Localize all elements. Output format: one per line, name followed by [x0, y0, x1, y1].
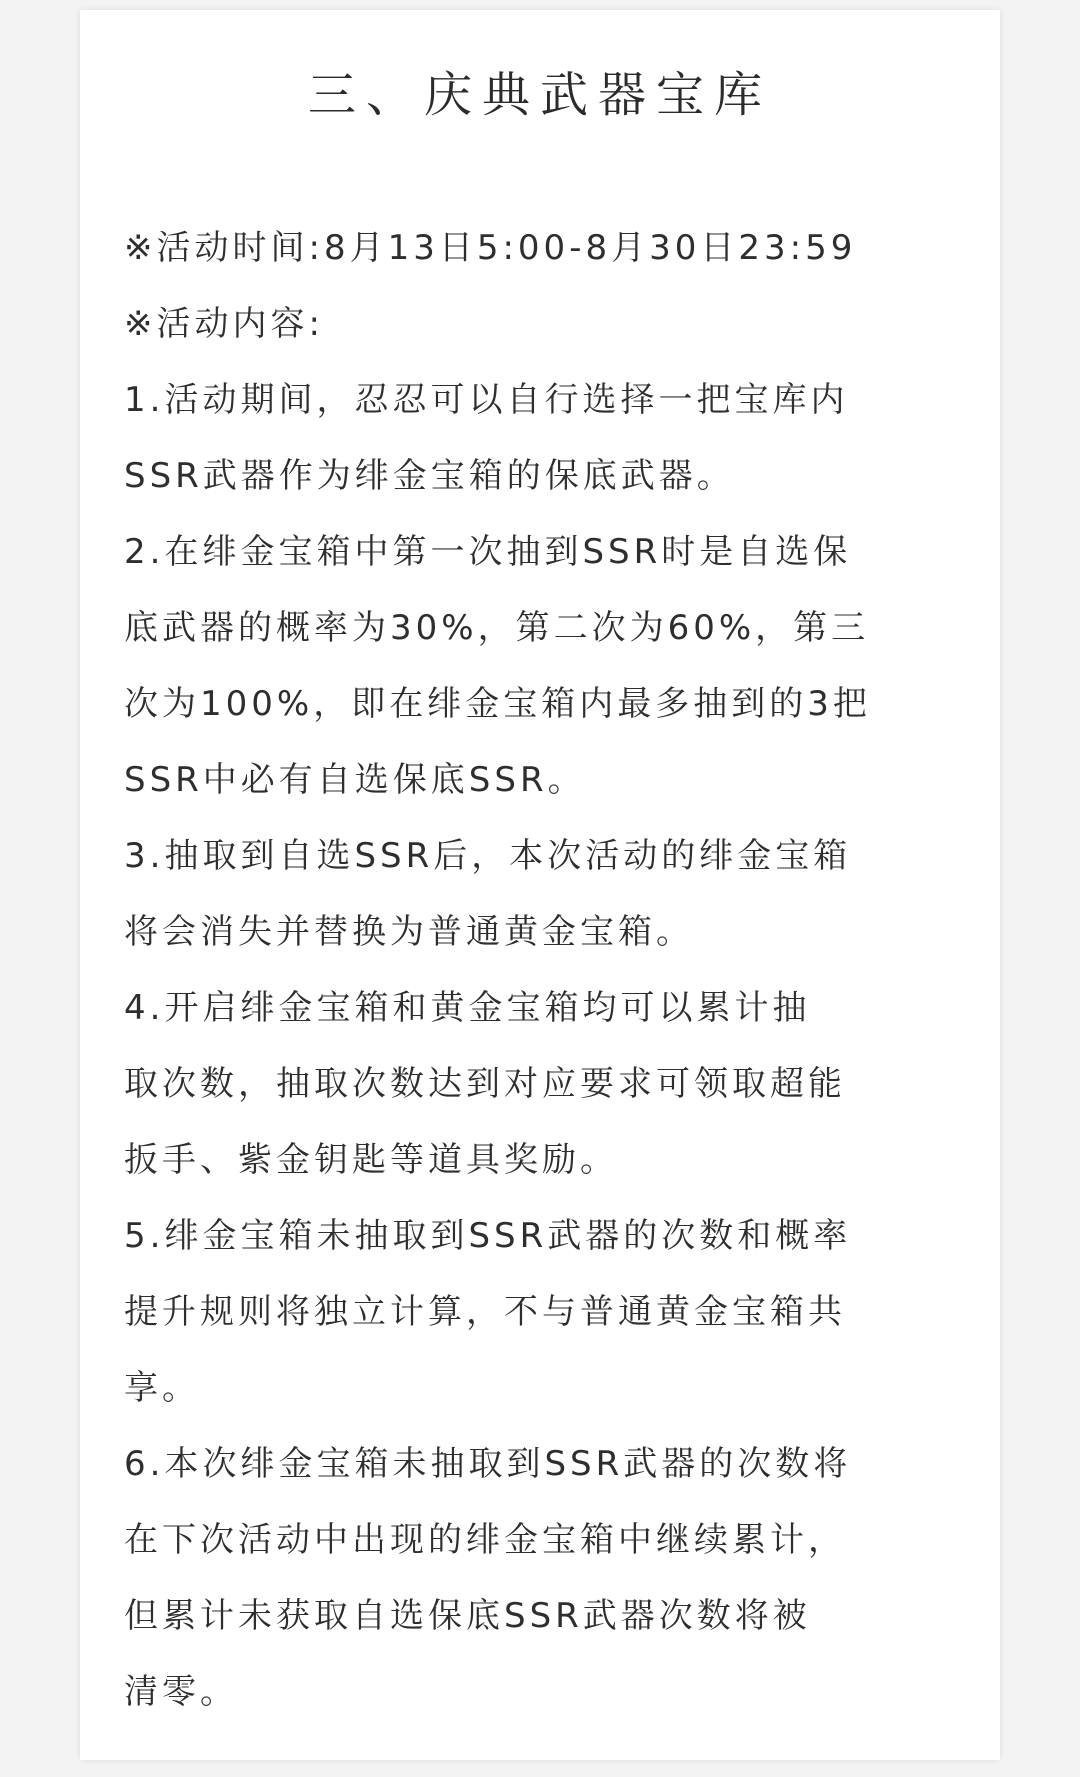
text-line: 将会消失并替换为普通黄金宝箱。 [124, 912, 694, 952]
text-line: 6.本次绯金宝箱未抽取到SSR武器的次数将 [124, 1444, 852, 1484]
text-line: 扳手、紫金钥匙等道具奖励。 [124, 1140, 618, 1180]
text-line: 2.在绯金宝箱中第一次抽到SSR时是自选保 [124, 532, 852, 572]
text-line: 但累计未获取自选保底SSR武器次数将被 [124, 1596, 811, 1636]
text-line: 次为100%，即在绯金宝箱内最多抽到的3把 [124, 684, 871, 724]
text-line: 底武器的概率为30%，第二次为60%，第三 [124, 608, 870, 648]
text-line: 1.活动期间，忍忍可以自行选择一把宝库内 [124, 380, 849, 420]
text-line: SSR中必有自选保底SSR。 [124, 760, 586, 800]
text-line: 享。 [124, 1368, 200, 1408]
text-line: 在下次活动中出现的绯金宝箱中继续累计， [124, 1520, 846, 1560]
text-line: 3.抽取到自选SSR后，本次活动的绯金宝箱 [124, 836, 852, 876]
document-body [124, 210, 984, 1730]
text-line: ※活动时间:8月13日5:00-8月30日23:59 [124, 228, 857, 268]
document-title: 三、庆典武器宝库 [307, 67, 772, 123]
text-line: 提升规则将独立计算，不与普通黄金宝箱共 [124, 1292, 846, 1332]
text-line: 取次数，抽取次数达到对应要求可领取超能 [124, 1064, 846, 1104]
document-card [80, 10, 1000, 1760]
text-line: 5.绯金宝箱未抽取到SSR武器的次数和概率 [124, 1216, 852, 1256]
text-line: 清零。 [124, 1672, 238, 1712]
text-line: 4.开启绯金宝箱和黄金宝箱均可以累计抽 [124, 988, 811, 1028]
text-line: SSR武器作为绯金宝箱的保底武器。 [124, 456, 735, 496]
text-line: ※活动内容: [124, 304, 324, 344]
